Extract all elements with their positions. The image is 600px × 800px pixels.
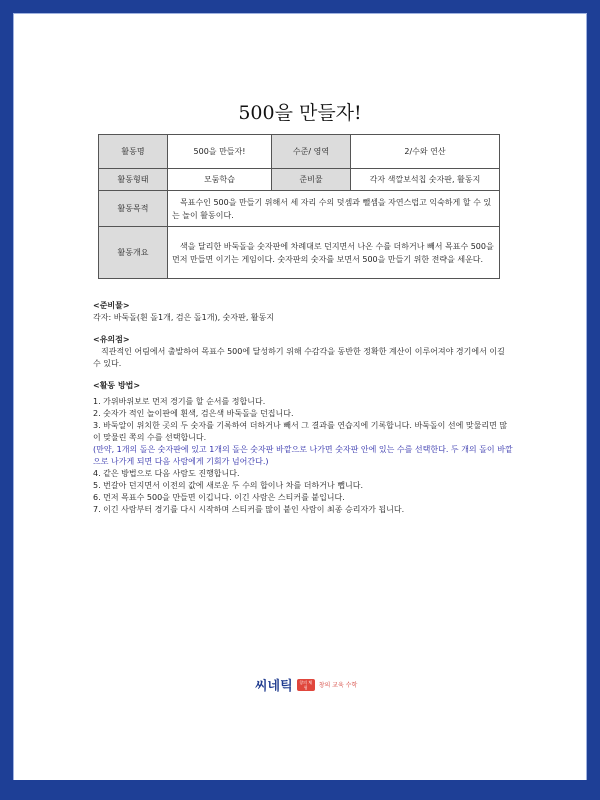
document-body xyxy=(93,300,513,516)
step-6: 6. 먼저 목표수 500을 만들면 이깁니다. 이긴 사람은 스티커를 붙입니다. xyxy=(93,493,345,502)
step-4: 4. 같은 방법으로 다음 사람도 진행합니다. xyxy=(93,469,240,478)
section-text-notes: 직관적인 어림에서 출발하여 목표수 500에 달성하기 위해 수감각을 동반한 정확한 계산이 이루어져야 경기에서 이길 수 있다. xyxy=(93,347,505,368)
brand-logo xyxy=(255,675,357,694)
table-cell: 500을 만들자! xyxy=(168,135,272,169)
section-title-method: <활동 방법> xyxy=(93,381,141,390)
table-cell: 2/수와 연산 xyxy=(351,135,500,169)
logo-badge: 창의 체험 xyxy=(297,679,315,691)
step-7: 7. 이긴 사람부터 경기를 다시 시작하며 스티커를 많이 붙인 사람이 최종 승리자가 됩니다. xyxy=(93,505,405,514)
document-title: 500을 만들자! xyxy=(238,102,362,124)
step-3-note: (만약, 1개의 돌은 숫자판에 있고 1개의 돌은 숫자판 바깥으로 나가면 숫자판 안에 있는 수를 선택한다. 두 개의 돌이 바깥으로 나가게 되면 다음 사람에게 기회가 넘어간다.) xyxy=(93,445,513,466)
table-row xyxy=(99,169,500,191)
footer-band xyxy=(0,780,600,800)
table-row xyxy=(99,191,500,227)
table-header-cell: 준비물 xyxy=(272,169,351,191)
table-cell: 색을 달리한 바둑돌을 숫자판에 차례대로 던지면서 나온 수를 더하거나 빼서 목표수 500을 먼저 만들면 이기는 게임이다. 숫자판의 숫자를 보면서 500을 만들기 위한 전략을 세운다. xyxy=(168,227,500,279)
table-header-cell: 활동명 xyxy=(99,135,168,169)
logo-sub-text: 창의 교육 수학 xyxy=(318,682,358,689)
table-row xyxy=(99,135,500,169)
section-text-materials: 각자: 바둑돌(흰 돌1개, 검은 돌1개), 숫자판, 활동지 xyxy=(93,313,275,322)
activity-info-table xyxy=(98,134,500,279)
section-title-materials: <준비물> xyxy=(93,301,130,310)
step-3: 3. 바둑알이 위치한 곳의 두 숫자를 기록하여 더하거나 빼서 그 결과를 연습지에 기록합니다. 바둑돌이 선에 맞물리면 많이 맞물린 쪽의 수를 선택합니다. xyxy=(93,421,508,442)
step-1: 1. 가위바위보로 먼저 경기를 할 순서를 정합니다. xyxy=(93,397,266,406)
step-5: 5. 번갈아 던지면서 이전의 값에 새로운 두 수의 합이나 차를 더하거나 뺍니다. xyxy=(93,481,363,490)
table-row xyxy=(99,227,500,279)
step-2: 2. 숫자가 적인 놀이판에 흰색, 검은색 바둑돌을 던집니다. xyxy=(93,409,294,418)
table-cell: 목표수인 500을 만들기 위해서 세 자리 수의 덧셈과 뺄셈을 자연스럽고 익숙하게 할 수 있는 놀이 활동이다. xyxy=(168,191,500,227)
table-header-cell: 활동형태 xyxy=(99,169,168,191)
table-cell: 각자 색깔보석칩 숫자판, 활동지 xyxy=(351,169,500,191)
table-header-cell: 수준/ 영역 xyxy=(272,135,351,169)
table-cell: 모둠학습 xyxy=(168,169,272,191)
table-header-cell: 활동개요 xyxy=(99,227,168,279)
logo-main-text: 씨네틱 xyxy=(255,679,293,694)
table-header-cell: 활동목적 xyxy=(99,191,168,227)
section-title-notes: <유의점> xyxy=(93,335,130,344)
